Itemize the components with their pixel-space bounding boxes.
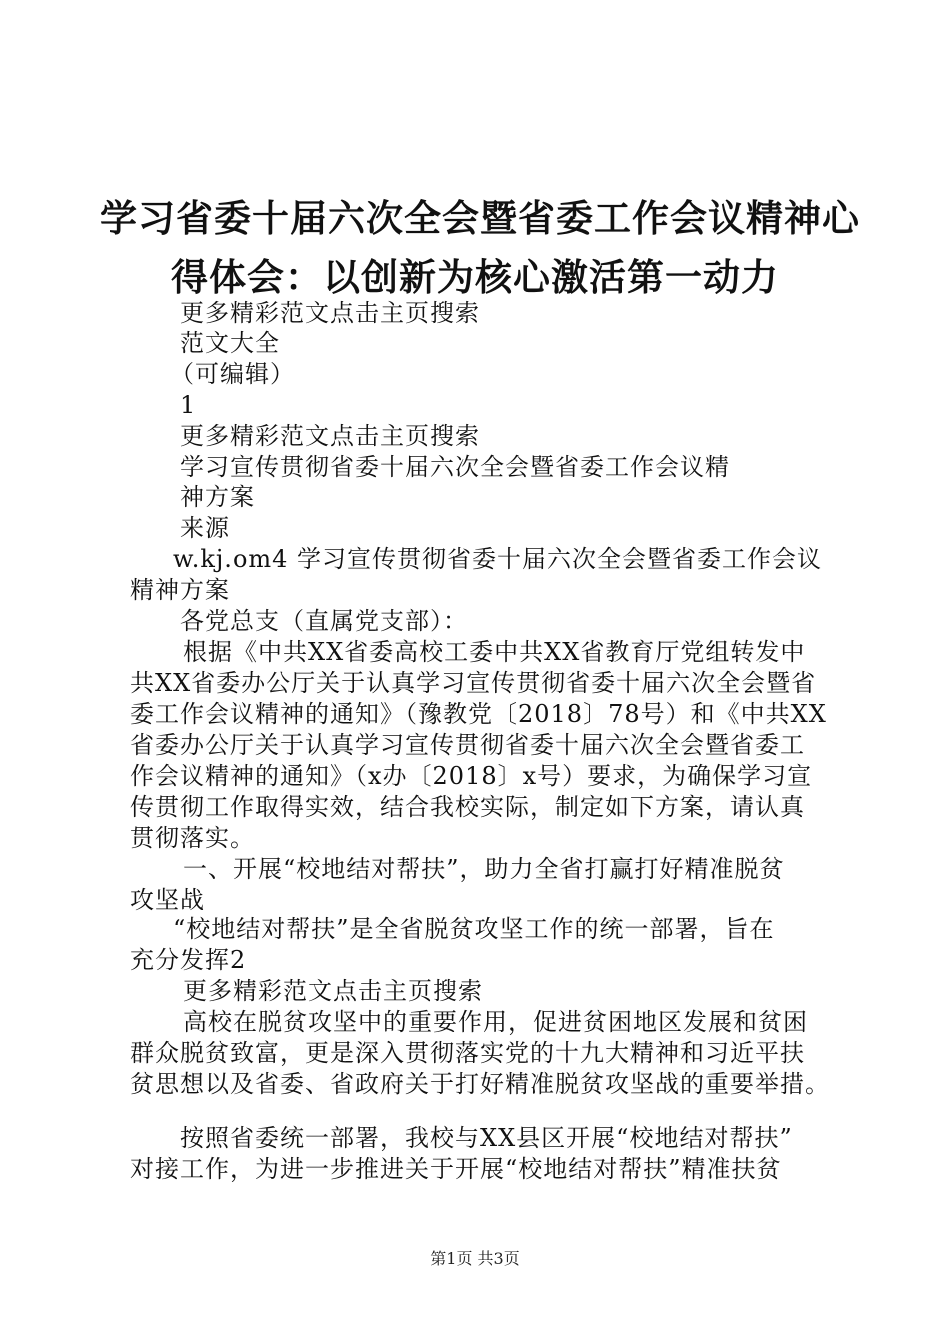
body-line: （可编辑） <box>170 360 295 388</box>
body-line: 各党总支（直属党支部）： <box>180 607 468 635</box>
body-line: 传贯彻工作取得实效，结合我校实际，制定如下方案，请认真 <box>130 793 805 821</box>
promo-text: 更多精彩范文点击主页搜索 <box>180 422 480 450</box>
body-line: 根据《中共XX省委高校工委中共XX省教育厅党组转发中 <box>183 638 806 666</box>
document-title-line-2: 得体会：以创新为核心激活第一动力 <box>171 256 779 299</box>
body-line: 高校在脱贫攻坚中的重要作用，促进贫困地区发展和贫困 <box>183 1008 808 1036</box>
body-line: 范文大全 <box>180 329 280 357</box>
section-heading: 攻坚战 <box>130 886 205 914</box>
promo-text: 更多精彩范文点击主页搜索 <box>183 977 483 1005</box>
body-line: 学习宣传贯彻省委十届六次全会暨省委工作会议精 <box>180 453 730 481</box>
body-line: 贫思想以及省委、省政府关于打好精准脱贫攻坚战的重要举措。 <box>130 1070 830 1098</box>
body-line: 群众脱贫致富，更是深入贯彻落实党的十九大精神和习近平扶 <box>130 1039 805 1067</box>
body-line: 来源 <box>180 514 230 542</box>
page-footer: 第1页 共3页 <box>430 1249 520 1268</box>
body-line: 充分发挥2 <box>130 946 247 974</box>
body-line: 神方案 <box>180 483 255 511</box>
body-line: 对接工作，为进一步推进关于开展“校地结对帮扶”精准扶贫 <box>130 1155 782 1183</box>
section-heading: 一、开展“校地结对帮扶”，助力全省打赢打好精准脱贫 <box>183 855 785 883</box>
document-title-line-1: 学习省委十届六次全会暨省委工作会议精神心 <box>100 197 860 240</box>
page-number-marker: 1 <box>180 391 197 419</box>
body-line: 作会议精神的通知》（x办〔2018〕x号）要求，为确保学习宣 <box>130 762 813 790</box>
body-line: “校地结对帮扶”是全省脱贫攻坚工作的统一部署，旨在 <box>173 915 775 943</box>
body-line: 委工作会议精神的通知》（豫教党〔2018〕78号）和《中共XX <box>130 700 827 728</box>
body-line: 省委办公厅关于认真学习宣传贯彻省委十届六次全会暨省委工 <box>130 731 805 759</box>
body-line: 按照省委统一部署，我校与XX县区开展“校地结对帮扶” <box>180 1124 793 1152</box>
body-line: w.kj.om4 学习宣传贯彻省委十届六次全会暨省委工作会议 <box>173 545 823 573</box>
promo-text: 更多精彩范文点击主页搜索 <box>180 299 480 327</box>
body-line: 共XX省委办公厅关于认真学习宣传贯彻省委十届六次全会暨省 <box>130 669 817 697</box>
body-line: 精神方案 <box>130 576 230 604</box>
body-line: 贯彻落实。 <box>130 824 255 852</box>
